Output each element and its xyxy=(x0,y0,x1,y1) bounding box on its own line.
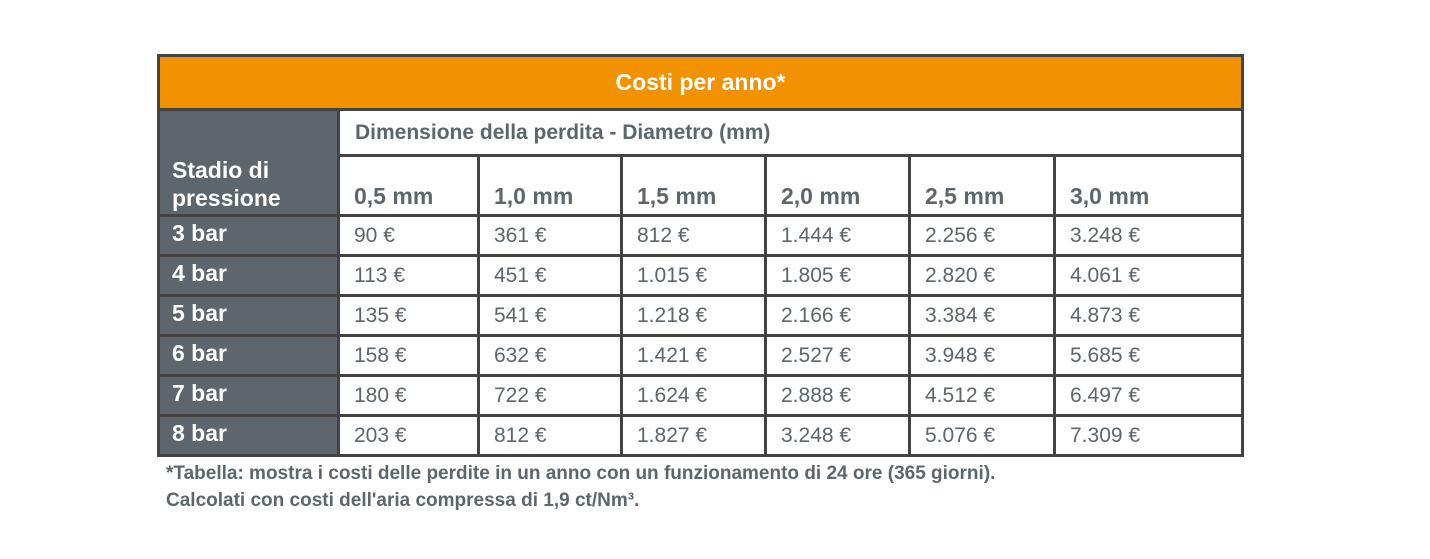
cost-cell: 6.497 € xyxy=(1055,376,1243,416)
pressure-stage-label: 3 bar xyxy=(159,216,339,256)
dimension-header-row xyxy=(159,110,1243,156)
table-row xyxy=(159,296,1243,336)
cost-cell: 4.512 € xyxy=(910,376,1055,416)
costs-table xyxy=(157,54,1244,457)
cost-cell: 7.309 € xyxy=(1055,416,1243,456)
footnote xyxy=(166,460,995,514)
table-row xyxy=(159,216,1243,256)
column-header: 2,0 mm xyxy=(766,156,910,216)
cost-cell: 113 € xyxy=(339,256,479,296)
cost-cell: 1.624 € xyxy=(622,376,766,416)
cost-cell: 158 € xyxy=(339,336,479,376)
column-header: 2,5 mm xyxy=(910,156,1055,216)
cost-cell: 1.805 € xyxy=(766,256,910,296)
cost-cell: 180 € xyxy=(339,376,479,416)
cost-cell: 1.015 € xyxy=(622,256,766,296)
cost-cell: 5.076 € xyxy=(910,416,1055,456)
title-row xyxy=(159,56,1243,110)
column-header: 1,5 mm xyxy=(622,156,766,216)
cost-cell: 3.248 € xyxy=(1055,216,1243,256)
cost-cell: 2.166 € xyxy=(766,296,910,336)
cost-cell: 1.421 € xyxy=(622,336,766,376)
cost-cell: 203 € xyxy=(339,416,479,456)
table-row xyxy=(159,256,1243,296)
pressure-stage-label: 6 bar xyxy=(159,336,339,376)
cost-cell: 451 € xyxy=(479,256,622,296)
column-header: 0,5 mm xyxy=(339,156,479,216)
column-header: 3,0 mm xyxy=(1055,156,1243,216)
cost-cell: 135 € xyxy=(339,296,479,336)
cost-cell: 1.827 € xyxy=(622,416,766,456)
cost-cell: 812 € xyxy=(479,416,622,456)
pressure-stage-label: 7 bar xyxy=(159,376,339,416)
pressure-stage-label: 4 bar xyxy=(159,256,339,296)
table-row xyxy=(159,416,1243,456)
stage-header: Stadio di pressione xyxy=(159,110,339,216)
table-row xyxy=(159,336,1243,376)
cost-cell: 90 € xyxy=(339,216,479,256)
cost-cell: 2.527 € xyxy=(766,336,910,376)
table-row xyxy=(159,376,1243,416)
pressure-stage-label: 5 bar xyxy=(159,296,339,336)
cost-cell: 812 € xyxy=(622,216,766,256)
cost-cell: 361 € xyxy=(479,216,622,256)
cost-cell: 3.948 € xyxy=(910,336,1055,376)
pressure-stage-label: 8 bar xyxy=(159,416,339,456)
cost-cell: 2.820 € xyxy=(910,256,1055,296)
cost-cell: 541 € xyxy=(479,296,622,336)
table-body xyxy=(159,216,1243,456)
cost-cell: 722 € xyxy=(479,376,622,416)
cost-cell: 4.873 € xyxy=(1055,296,1243,336)
cost-cell: 2.256 € xyxy=(910,216,1055,256)
cost-cell: 1.218 € xyxy=(622,296,766,336)
cost-cell: 3.248 € xyxy=(766,416,910,456)
footnote-line: *Tabella: mostra i costi delle perdite in un anno con un funzionamento di 24 ore (365 giorni). xyxy=(166,463,996,484)
cost-cell: 3.384 € xyxy=(910,296,1055,336)
column-header: 1,0 mm xyxy=(479,156,622,216)
footnote-line: Calcolati con costi dell'aria compressa di 1,9 ct/Nm³. xyxy=(166,490,640,511)
table-title: Costi per anno* xyxy=(159,56,1243,110)
cost-cell: 632 € xyxy=(479,336,622,376)
cost-cell: 4.061 € xyxy=(1055,256,1243,296)
cost-cell: 2.888 € xyxy=(766,376,910,416)
cost-cell: 1.444 € xyxy=(766,216,910,256)
dimension-header: Dimensione della perdita - Diametro (mm) xyxy=(339,110,1243,156)
cost-cell: 5.685 € xyxy=(1055,336,1243,376)
